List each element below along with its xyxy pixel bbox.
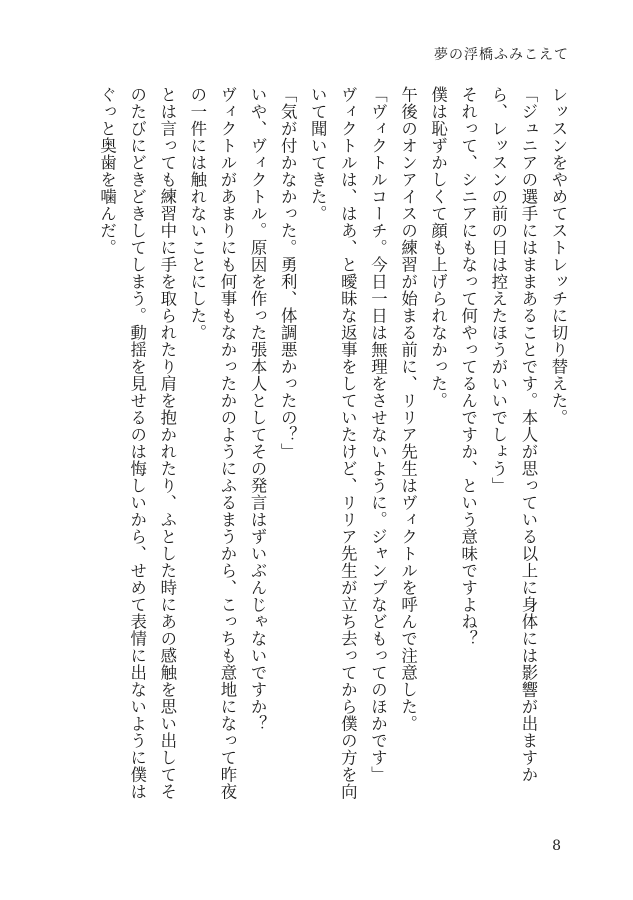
paragraph: いや、ヴィクトル。原因を作った張本人としてその発言はずいぶんじゃないですか？ — [248, 86, 268, 732]
paragraph: ヴィクトルがあまりにも何事もなかったかのようにふるまうから、こっちも意地になって昨夜の一件には触れないことにした。 — [187, 86, 237, 800]
paragraph: 僕は恥ずかしくて顔も上げられなかった。 — [428, 86, 448, 409]
paragraph: 「気が付かなかった。勇利、体調悪かったの？」 — [278, 86, 298, 460]
page-number: 8 — [552, 838, 561, 854]
body-text — [73, 86, 573, 806]
paragraph: 「ジュニアの選手にはままあることです。本人が思っている以上に身体には影響が出ますから、レッスンの前の日は控えたほうがいいでしょう」 — [488, 86, 538, 783]
paragraph: 午後のオンアイスの練習が始まる前に、リリア先生はヴィクトルを呼んで注意した。 — [398, 86, 418, 732]
paragraph: レッスンをやめてストレッチに切り替えた。 — [549, 86, 568, 426]
running-header: 夢の浮橋ふみこえて — [434, 47, 569, 63]
paragraph: 「ヴィクトルコーチ。今日一日は無理をさせないように。ジャンプなどもってのほかです」 — [368, 86, 388, 783]
paragraph: ヴィクトルは、はあ、と曖昧な返事をしていたけど、リリア先生が立ち去ってから僕の方を向いて聞いてきた。 — [308, 86, 358, 800]
paragraph: とは言っても練習中に手を取られたり肩を抱かれたり、ふとした時にあの感触を思い出してそのたびにどきどきしてしまう。動揺を見せるのは悔しいから、せめて表情に出ないように僕はぐっと奥歯を噛んだ。 — [97, 86, 177, 800]
paragraph: それって、シニアにもなって何やってるんですか、という意味ですよね？ — [458, 86, 478, 647]
